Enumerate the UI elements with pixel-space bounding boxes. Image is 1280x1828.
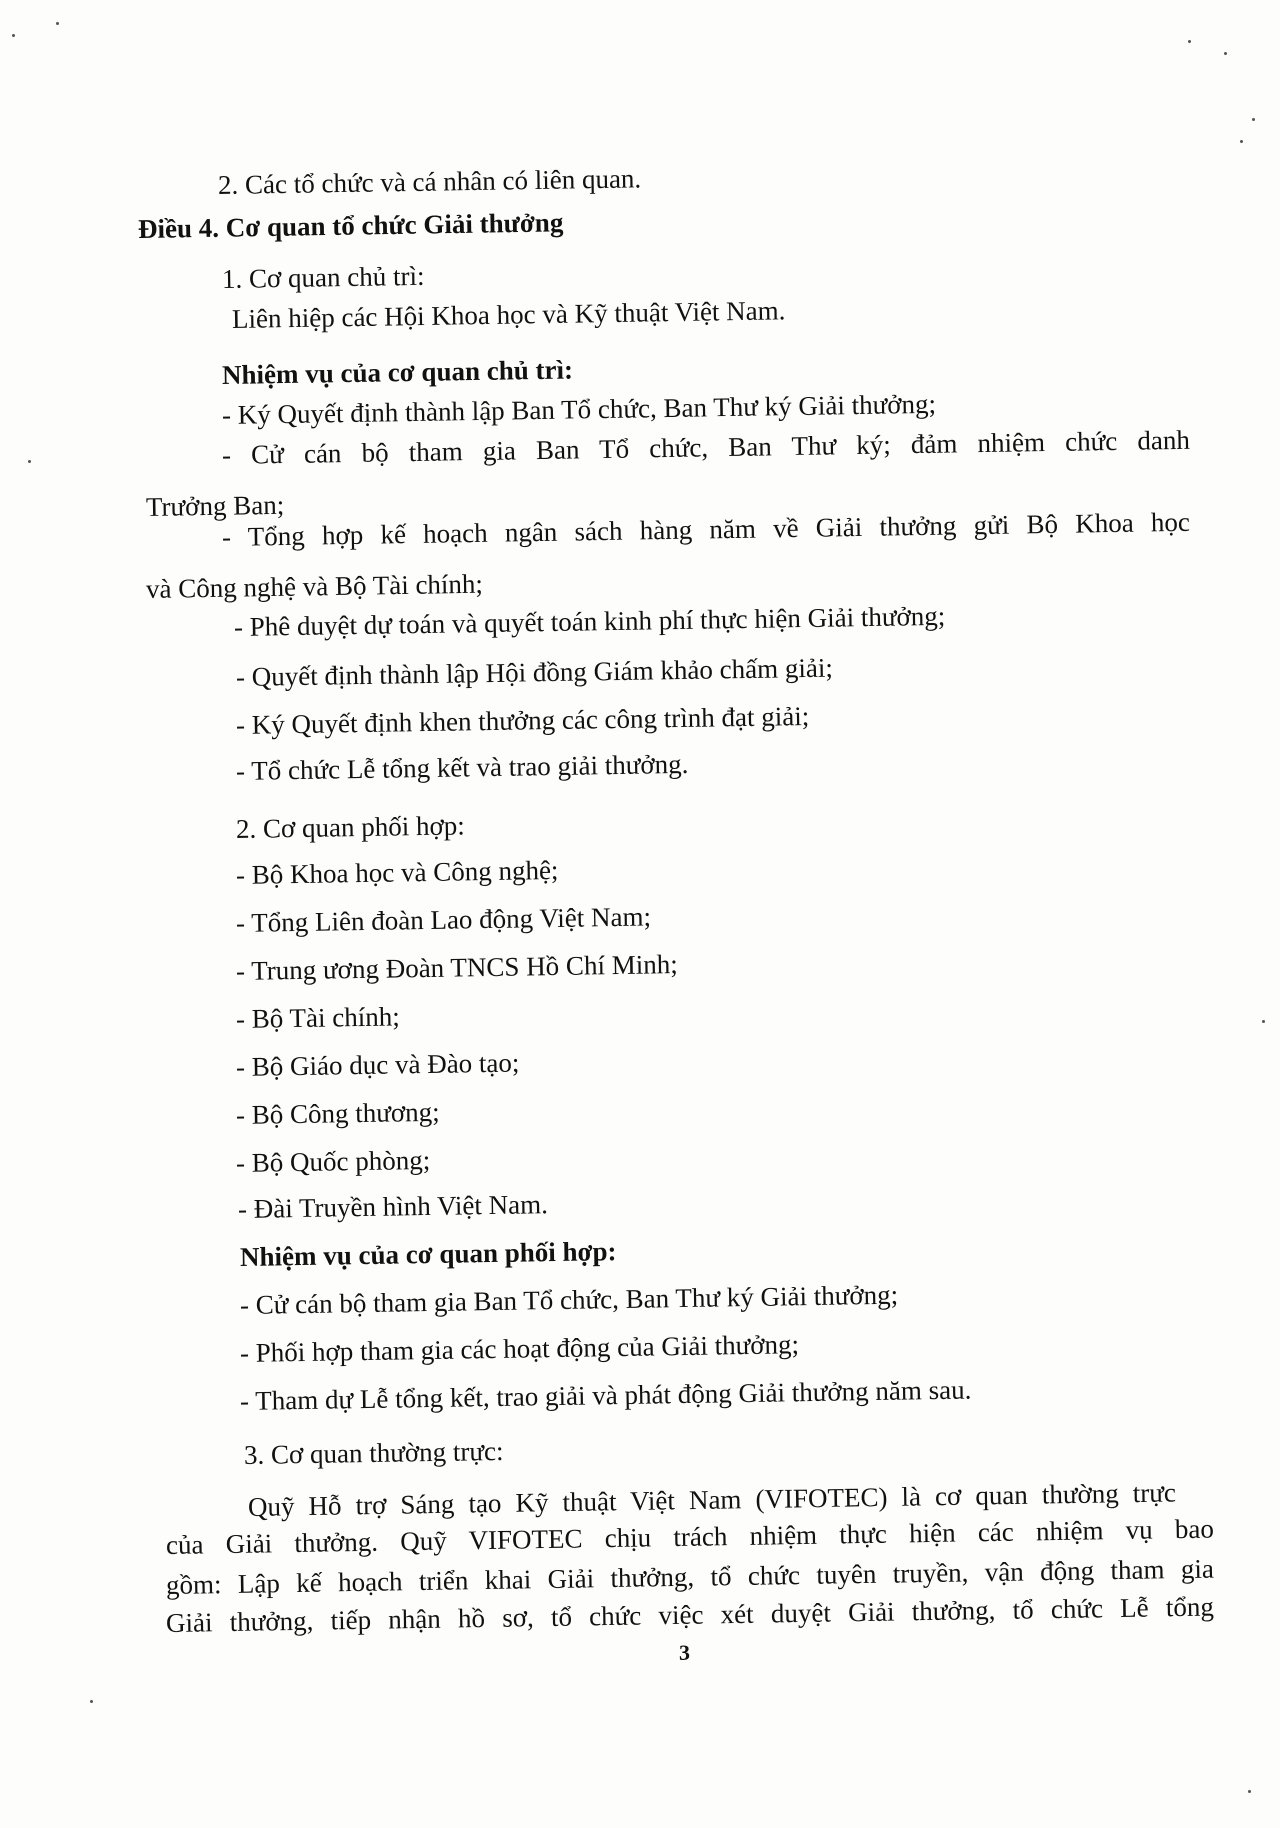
- section-heading: 3. Cơ quan thường trực:: [243, 1435, 504, 1470]
- scan-speck: [1188, 40, 1191, 43]
- section-heading: 1. Cơ quan chủ trì:: [221, 260, 425, 294]
- list-item: - Bộ Công thương;: [235, 1096, 440, 1130]
- body-line: và Công nghệ và Bộ Tài chính;: [145, 568, 484, 604]
- page-number: 3: [679, 1640, 690, 1665]
- list-item: - Phối hợp tham gia các hoạt động của Giải thưởng;: [239, 1329, 800, 1368]
- scan-speck: [28, 460, 31, 463]
- scan-speck: [1224, 52, 1227, 55]
- duty-heading: Nhiệm vụ của cơ quan phối hợp:: [239, 1236, 617, 1272]
- scan-speck: [1248, 1790, 1251, 1793]
- body-line: Trưởng Ban;: [145, 489, 285, 522]
- list-item: - Trung ương Đoàn TNCS Hồ Chí Minh;: [235, 949, 678, 986]
- scan-speck: [1252, 118, 1255, 121]
- paragraph-line: của Giải thưởng. Quỹ VIFOTEC chịu trách nhiệm thực hiện các nhiệm vụ bao: [165, 1513, 1215, 1560]
- body-line: Liên hiệp các Hội Khoa học và Kỹ thuật Việt Nam.: [231, 295, 786, 334]
- scan-speck: [90, 1700, 93, 1703]
- list-item: - Tổng Liên đoàn Lao động Việt Nam;: [235, 901, 652, 938]
- list-item: - Đài Truyền hình Việt Nam.: [237, 1189, 549, 1224]
- list-item: - Quyết định thành lập Hội đồng Giám khảo chấm giải;: [235, 652, 834, 692]
- list-item: - Cử cán bộ tham gia Ban Tổ chức, Ban Thư ký; đảm nhiệm chức danh: [221, 424, 1191, 470]
- paragraph-line: gồm: Lập kế hoạch triển khai Giải thưởng, tổ chức tuyên truyền, vận động tham gia: [165, 1553, 1215, 1600]
- scan-speck: [56, 22, 59, 25]
- article-heading: Điều 4. Cơ quan tổ chức Giải thưởng: [137, 207, 564, 244]
- list-item: - Tham dự Lễ tổng kết, trao giải và phát động Giải thưởng năm sau.: [239, 1374, 972, 1416]
- paragraph-line: Giải thưởng, tiếp nhận hồ sơ, tổ chức việc xét duyệt Giải thưởng, tổ chức Lễ tổng: [165, 1591, 1215, 1638]
- list-item: - Phê duyệt dự toán và quyết toán kinh phí thực hiện Giải thưởng;: [233, 600, 946, 642]
- duty-heading: Nhiệm vụ của cơ quan chủ trì:: [221, 354, 574, 390]
- scan-speck: [1262, 1020, 1265, 1023]
- list-item: - Ký Quyết định thành lập Ban Tổ chức, Ban Thư ký Giải thưởng;: [221, 388, 937, 430]
- list-item: - Bộ Tài chính;: [235, 1001, 400, 1034]
- list-item: - Tổng hợp kế hoạch ngân sách hàng năm về Giải thưởng gửi Bộ Khoa học: [221, 506, 1191, 552]
- list-item: - Cử cán bộ tham gia Ban Tổ chức, Ban Thư ký Giải thưởng;: [239, 1279, 899, 1320]
- list-item: - Bộ Khoa học và Công nghệ;: [235, 854, 559, 890]
- list-item: - Bộ Giáo dục và Đào tạo;: [235, 1047, 520, 1082]
- list-item: - Bộ Quốc phòng;: [235, 1144, 431, 1178]
- list-item: 2. Các tổ chức và cá nhân có liên quan.: [217, 163, 642, 200]
- paragraph-line: Quỹ Hỗ trợ Sáng tạo Kỹ thuật Việt Nam (VIFOTEC) là cơ quan thường trực: [247, 1477, 1177, 1522]
- scan-speck: [1240, 140, 1243, 143]
- scan-speck: [12, 34, 15, 37]
- list-item: - Tổ chức Lễ tổng kết và trao giải thưởng.: [235, 748, 689, 786]
- section-heading: 2. Cơ quan phối hợp:: [235, 810, 466, 844]
- list-item: - Ký Quyết định khen thưởng các công trình đạt giải;: [235, 700, 810, 740]
